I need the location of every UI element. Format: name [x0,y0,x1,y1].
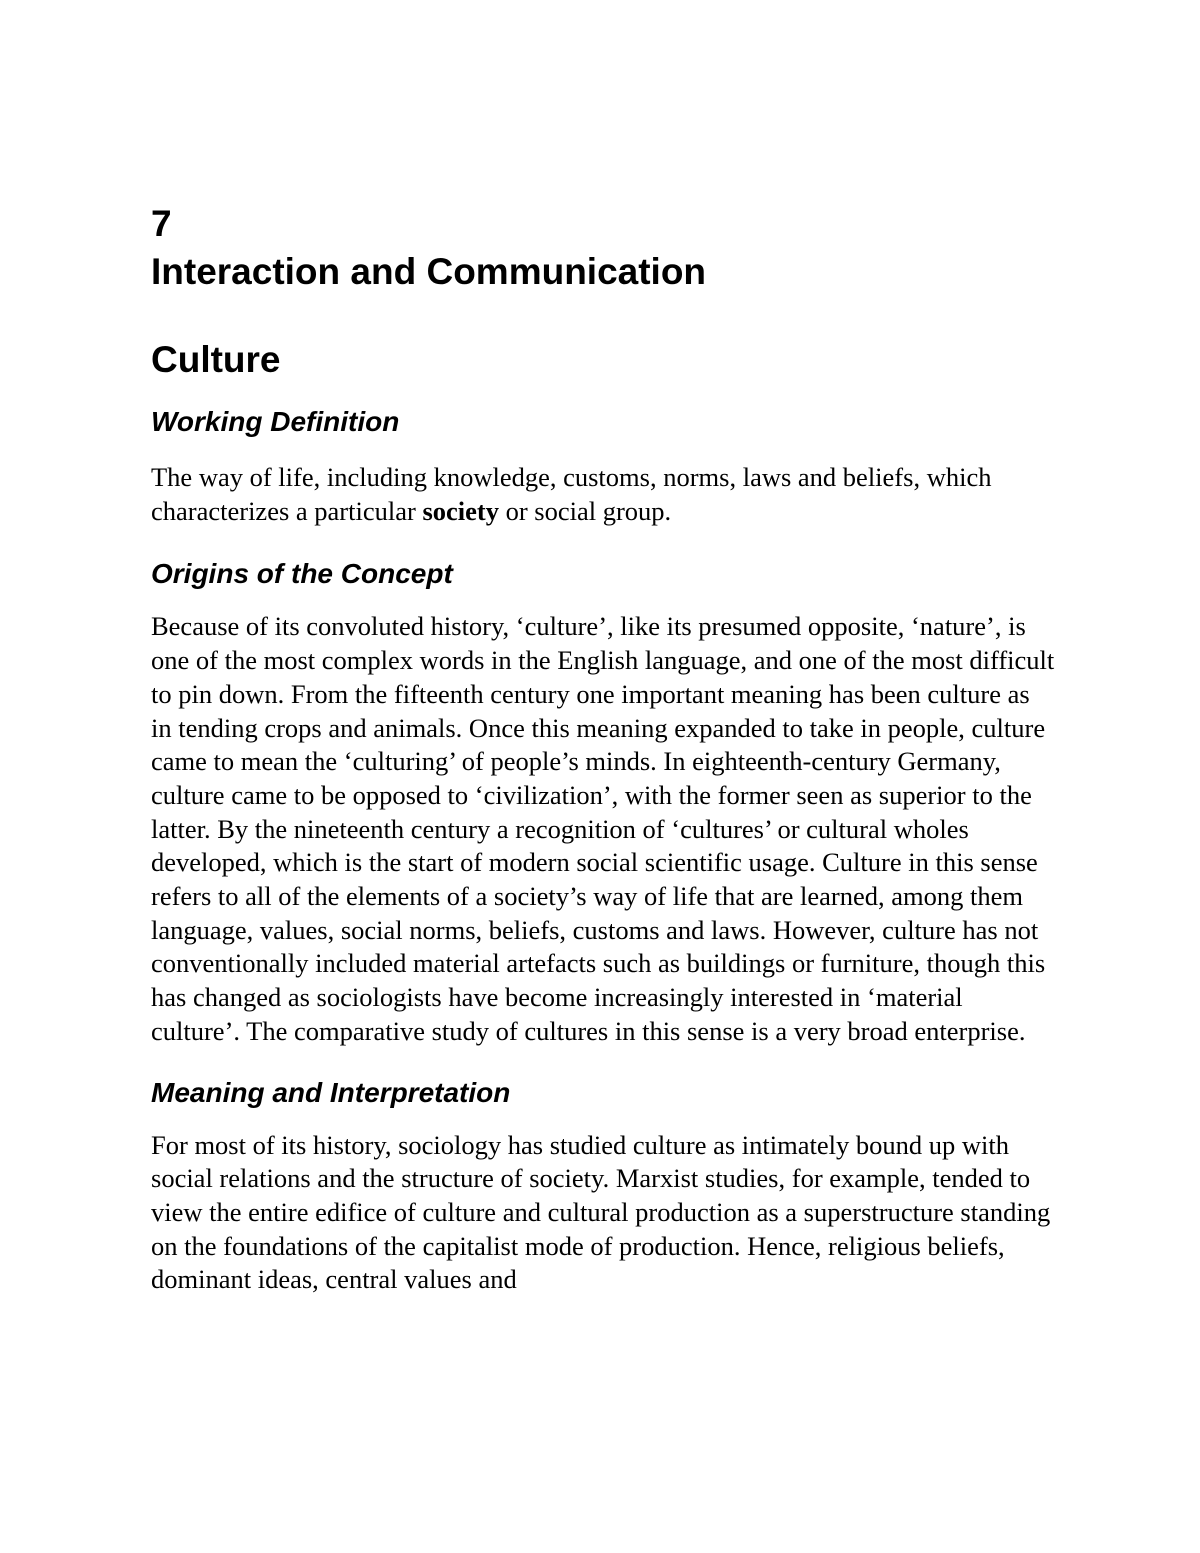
meaning-heading: Meaning and Interpretation [151,1076,511,1108]
meaning-paragraph: For most of its history, sociology has studied culture as intimately bound up with social relations and the structure of society. Marxist studies, for example, tended to view the entire edifice of culture and cultural production as a superstructure standing on the foundations of the capitalist mode of production. Hence, religious beliefs, dominant ideas, central values and [151,1129,1051,1295]
origins-paragraph: Because of its convoluted history, ‘culture’, like its presumed opposite, ‘nature’, is one of the most complex words in the English language, and one of the most difficult to pin down. From the fifteenth century one important meaning has been culture as in tending crops and animals. Once this meaning expanded to take in people, culture came to mean the ‘culturing’ of people’s minds. In eighteenth-century Germany, culture came to be opposed to ‘civilization’, with the former seen as superior to the latter. By the nineteenth century a recognition of ‘cultures’ or cultural wholes developed, which is the start of modern social scientific usage. Culture in this sense refers to all of the elements of a society’s way of life that are learned, among them language, values, social norms, beliefs, customs and laws. However, culture has not conventionally included material artefacts such as buildings or furniture, though this has changed as sociologists have become increasingly interested in ‘material culture’. The comparative study of cultures in this sense is a very broad enterprise. [151,611,1055,1046]
chapter-number: 7 [151,203,172,244]
origins-heading: Origins of the Concept [151,558,453,590]
chapter-title: Interaction and Communication [151,251,707,292]
definition-text-before: The way of life, including knowledge, customs, norms, laws and beliefs, which characterizes a particular [151,462,992,526]
definition-text-after: or social group. [498,495,672,526]
section-title: Culture [151,339,281,380]
working-definition-paragraph [151,461,1056,528]
definition-bold-term: society [422,495,499,526]
document-page [151,200,1056,1297]
working-definition-heading: Working Definition [151,406,400,437]
